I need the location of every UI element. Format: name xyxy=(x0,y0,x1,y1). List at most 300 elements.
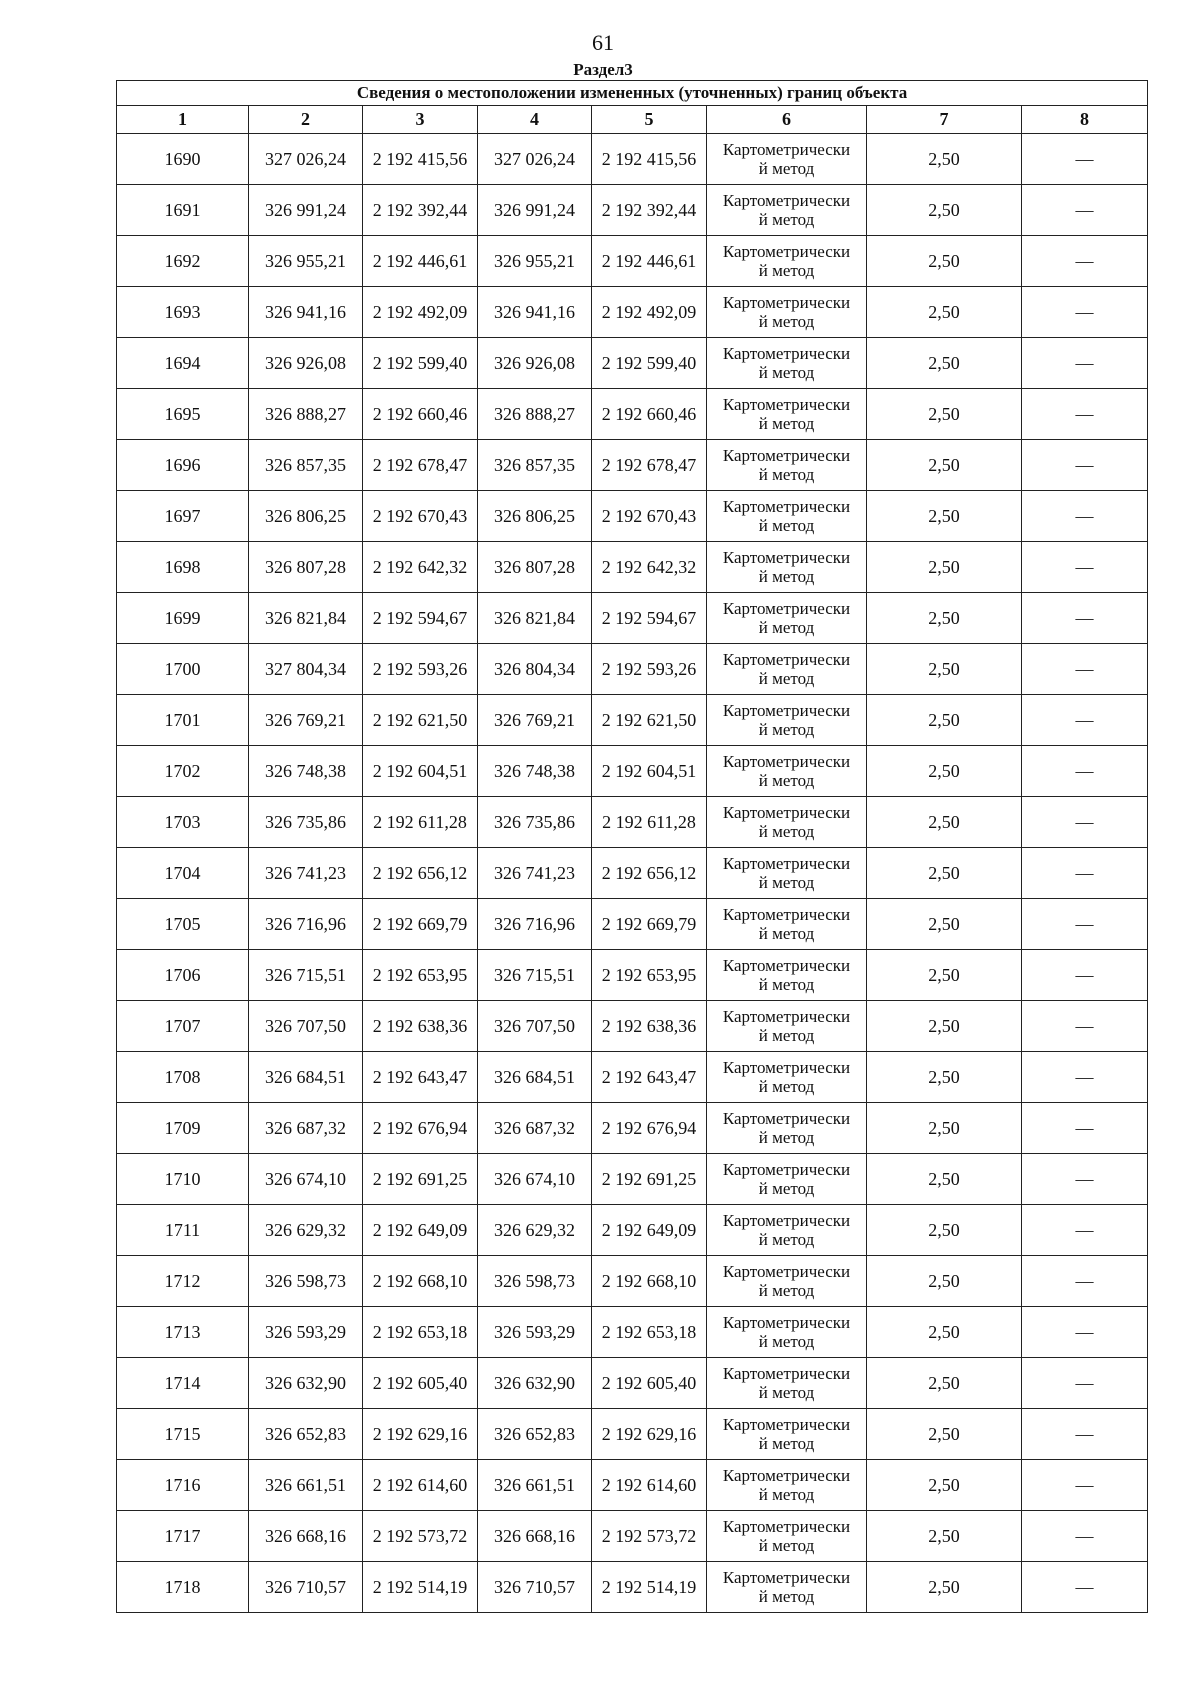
table-row xyxy=(117,134,1148,185)
method-line-1: Картометрически xyxy=(722,905,851,924)
point-number-cell: 1704 xyxy=(117,848,249,899)
table-row xyxy=(117,236,1148,287)
y-new-cell: 2 192 573,72 xyxy=(592,1511,707,1562)
accuracy-cell: 2,50 xyxy=(867,1205,1022,1256)
x-old-cell: 327 026,24 xyxy=(249,134,363,185)
y-new-cell: 2 192 594,67 xyxy=(592,593,707,644)
y-old-cell: 2 192 605,40 xyxy=(363,1358,478,1409)
method-line-2: й метод xyxy=(758,567,815,586)
method-cell xyxy=(707,593,867,644)
method-line-2: й метод xyxy=(758,312,815,331)
point-number-cell: 1705 xyxy=(117,899,249,950)
y-old-cell: 2 192 669,79 xyxy=(363,899,478,950)
x-old-cell: 326 598,73 xyxy=(249,1256,363,1307)
method-line-2: й метод xyxy=(758,1230,815,1249)
x-new-cell: 326 632,90 xyxy=(478,1358,592,1409)
accuracy-cell: 2,50 xyxy=(867,1154,1022,1205)
x-new-cell: 326 716,96 xyxy=(478,899,592,950)
x-new-cell: 326 804,34 xyxy=(478,644,592,695)
x-new-cell: 326 710,57 xyxy=(478,1562,592,1613)
table-row xyxy=(117,440,1148,491)
column-header: 1 xyxy=(117,106,249,134)
table-row xyxy=(117,797,1148,848)
method-line-1: Картометрически xyxy=(722,1568,851,1587)
point-number-cell: 1696 xyxy=(117,440,249,491)
accuracy-cell: 2,50 xyxy=(867,1460,1022,1511)
x-new-cell: 326 926,08 xyxy=(478,338,592,389)
method-cell xyxy=(707,1052,867,1103)
y-new-cell: 2 192 649,09 xyxy=(592,1205,707,1256)
x-old-cell: 327 804,34 xyxy=(249,644,363,695)
point-number-cell: 1707 xyxy=(117,1001,249,1052)
x-old-cell: 326 716,96 xyxy=(249,899,363,950)
y-old-cell: 2 192 594,67 xyxy=(363,593,478,644)
table-row xyxy=(117,848,1148,899)
method-cell xyxy=(707,542,867,593)
method-line-2: й метод xyxy=(758,414,815,433)
method-line-1: Картометрически xyxy=(722,1364,851,1383)
method-line-1: Картометрически xyxy=(722,803,851,822)
method-line-1: Картометрически xyxy=(722,752,851,771)
y-old-cell: 2 192 593,26 xyxy=(363,644,478,695)
x-old-cell: 326 707,50 xyxy=(249,1001,363,1052)
method-cell xyxy=(707,338,867,389)
point-number-cell: 1715 xyxy=(117,1409,249,1460)
x-new-cell: 326 955,21 xyxy=(478,236,592,287)
description-cell: — xyxy=(1022,185,1148,236)
description-cell: — xyxy=(1022,1103,1148,1154)
x-new-cell: 326 674,10 xyxy=(478,1154,592,1205)
point-number-cell: 1699 xyxy=(117,593,249,644)
point-number-cell: 1690 xyxy=(117,134,249,185)
method-cell xyxy=(707,1511,867,1562)
method-line-2: й метод xyxy=(758,516,815,535)
description-cell: — xyxy=(1022,593,1148,644)
method-line-2: й метод xyxy=(758,1332,815,1351)
point-number-cell: 1694 xyxy=(117,338,249,389)
y-new-cell: 2 192 605,40 xyxy=(592,1358,707,1409)
y-old-cell: 2 192 660,46 xyxy=(363,389,478,440)
method-line-1: Картометрически xyxy=(722,293,851,312)
table-row xyxy=(117,1511,1148,1562)
method-line-2: й метод xyxy=(758,1485,815,1504)
method-line-1: Картометрически xyxy=(722,1466,851,1485)
accuracy-cell: 2,50 xyxy=(867,899,1022,950)
page-number: 61 xyxy=(592,30,614,55)
table-row xyxy=(117,644,1148,695)
method-line-1: Картометрически xyxy=(722,1262,851,1281)
y-new-cell: 2 192 599,40 xyxy=(592,338,707,389)
y-old-cell: 2 192 446,61 xyxy=(363,236,478,287)
method-line-2: й метод xyxy=(758,1026,815,1045)
table-body xyxy=(117,134,1148,1613)
method-cell xyxy=(707,440,867,491)
method-line-2: й метод xyxy=(758,1434,815,1453)
accuracy-cell: 2,50 xyxy=(867,338,1022,389)
description-cell: — xyxy=(1022,134,1148,185)
table-row xyxy=(117,1001,1148,1052)
table-row xyxy=(117,695,1148,746)
x-new-cell: 326 769,21 xyxy=(478,695,592,746)
method-line-1: Картометрически xyxy=(722,701,851,720)
method-cell xyxy=(707,1409,867,1460)
y-old-cell: 2 192 611,28 xyxy=(363,797,478,848)
point-number-cell: 1702 xyxy=(117,746,249,797)
point-number-cell: 1714 xyxy=(117,1358,249,1409)
accuracy-cell: 2,50 xyxy=(867,1409,1022,1460)
table-row xyxy=(117,491,1148,542)
coordinates-table xyxy=(116,80,1148,1613)
method-line-1: Картометрически xyxy=(722,1109,851,1128)
y-old-cell: 2 192 392,44 xyxy=(363,185,478,236)
table-row xyxy=(117,542,1148,593)
y-new-cell: 2 192 668,10 xyxy=(592,1256,707,1307)
description-cell: — xyxy=(1022,1562,1148,1613)
x-new-cell: 326 629,32 xyxy=(478,1205,592,1256)
accuracy-cell: 2,50 xyxy=(867,1307,1022,1358)
description-cell: — xyxy=(1022,695,1148,746)
description-cell: — xyxy=(1022,848,1148,899)
y-old-cell: 2 192 415,56 xyxy=(363,134,478,185)
method-line-2: й метод xyxy=(758,1281,815,1300)
description-cell: — xyxy=(1022,1154,1148,1205)
method-line-2: й метод xyxy=(758,465,815,484)
y-old-cell: 2 192 653,18 xyxy=(363,1307,478,1358)
x-new-cell: 326 806,25 xyxy=(478,491,592,542)
accuracy-cell: 2,50 xyxy=(867,491,1022,542)
description-cell: — xyxy=(1022,1358,1148,1409)
column-header: 8 xyxy=(1022,106,1148,134)
point-number-cell: 1710 xyxy=(117,1154,249,1205)
table-row xyxy=(117,593,1148,644)
y-old-cell: 2 192 676,94 xyxy=(363,1103,478,1154)
y-old-cell: 2 192 492,09 xyxy=(363,287,478,338)
method-cell xyxy=(707,950,867,1001)
y-old-cell: 2 192 642,32 xyxy=(363,542,478,593)
method-line-1: Картометрически xyxy=(722,1058,851,1077)
y-new-cell: 2 192 660,46 xyxy=(592,389,707,440)
method-line-2: й метод xyxy=(758,669,815,688)
method-line-1: Картометрически xyxy=(722,599,851,618)
description-cell: — xyxy=(1022,644,1148,695)
column-header: 5 xyxy=(592,106,707,134)
point-number-cell: 1716 xyxy=(117,1460,249,1511)
method-cell xyxy=(707,1562,867,1613)
column-header: 2 xyxy=(249,106,363,134)
method-cell xyxy=(707,1205,867,1256)
y-new-cell: 2 192 638,36 xyxy=(592,1001,707,1052)
x-old-cell: 326 687,32 xyxy=(249,1103,363,1154)
x-old-cell: 326 857,35 xyxy=(249,440,363,491)
table-row xyxy=(117,1103,1148,1154)
method-line-1: Картометрически xyxy=(722,395,851,414)
x-new-cell: 326 598,73 xyxy=(478,1256,592,1307)
method-line-2: й метод xyxy=(758,618,815,637)
y-old-cell: 2 192 649,09 xyxy=(363,1205,478,1256)
x-new-cell: 326 821,84 xyxy=(478,593,592,644)
method-cell xyxy=(707,236,867,287)
accuracy-cell: 2,50 xyxy=(867,185,1022,236)
method-line-2: й метод xyxy=(758,822,815,841)
method-cell xyxy=(707,644,867,695)
description-cell: — xyxy=(1022,1511,1148,1562)
y-new-cell: 2 192 653,18 xyxy=(592,1307,707,1358)
method-line-1: Картометрически xyxy=(722,446,851,465)
x-old-cell: 326 807,28 xyxy=(249,542,363,593)
accuracy-cell: 2,50 xyxy=(867,1103,1022,1154)
table-row xyxy=(117,185,1148,236)
accuracy-cell: 2,50 xyxy=(867,746,1022,797)
description-cell: — xyxy=(1022,236,1148,287)
y-new-cell: 2 192 670,43 xyxy=(592,491,707,542)
accuracy-cell: 2,50 xyxy=(867,1358,1022,1409)
table-row xyxy=(117,389,1148,440)
method-cell xyxy=(707,1307,867,1358)
x-old-cell: 326 821,84 xyxy=(249,593,363,644)
x-old-cell: 326 661,51 xyxy=(249,1460,363,1511)
x-old-cell: 326 715,51 xyxy=(249,950,363,1001)
description-cell: — xyxy=(1022,950,1148,1001)
y-old-cell: 2 192 573,72 xyxy=(363,1511,478,1562)
method-cell xyxy=(707,134,867,185)
method-line-1: Картометрически xyxy=(722,854,851,873)
x-old-cell: 326 674,10 xyxy=(249,1154,363,1205)
y-old-cell: 2 192 653,95 xyxy=(363,950,478,1001)
method-line-2: й метод xyxy=(758,159,815,178)
y-old-cell: 2 192 668,10 xyxy=(363,1256,478,1307)
accuracy-cell: 2,50 xyxy=(867,389,1022,440)
method-cell xyxy=(707,185,867,236)
point-number-cell: 1700 xyxy=(117,644,249,695)
y-new-cell: 2 192 392,44 xyxy=(592,185,707,236)
x-old-cell: 326 735,86 xyxy=(249,797,363,848)
description-cell: — xyxy=(1022,1052,1148,1103)
point-number-cell: 1693 xyxy=(117,287,249,338)
method-cell xyxy=(707,1256,867,1307)
x-new-cell: 326 888,27 xyxy=(478,389,592,440)
method-line-1: Картометрически xyxy=(722,1160,851,1179)
table-row xyxy=(117,1256,1148,1307)
x-new-cell: 326 807,28 xyxy=(478,542,592,593)
accuracy-cell: 2,50 xyxy=(867,134,1022,185)
description-cell: — xyxy=(1022,1001,1148,1052)
table-row xyxy=(117,899,1148,950)
method-cell xyxy=(707,1001,867,1052)
method-cell xyxy=(707,1460,867,1511)
x-old-cell: 326 888,27 xyxy=(249,389,363,440)
table-row xyxy=(117,1307,1148,1358)
column-header: 6 xyxy=(707,106,867,134)
point-number-cell: 1703 xyxy=(117,797,249,848)
method-cell xyxy=(707,746,867,797)
description-cell: — xyxy=(1022,542,1148,593)
y-new-cell: 2 192 514,19 xyxy=(592,1562,707,1613)
point-number-cell: 1697 xyxy=(117,491,249,542)
method-line-2: й метод xyxy=(758,1383,815,1402)
method-cell xyxy=(707,848,867,899)
method-line-1: Картометрически xyxy=(722,1415,851,1434)
y-old-cell: 2 192 678,47 xyxy=(363,440,478,491)
y-new-cell: 2 192 611,28 xyxy=(592,797,707,848)
y-new-cell: 2 192 492,09 xyxy=(592,287,707,338)
y-new-cell: 2 192 643,47 xyxy=(592,1052,707,1103)
y-new-cell: 2 192 593,26 xyxy=(592,644,707,695)
method-line-2: й метод xyxy=(758,1179,815,1198)
y-new-cell: 2 192 676,94 xyxy=(592,1103,707,1154)
y-new-cell: 2 192 621,50 xyxy=(592,695,707,746)
method-line-2: й метод xyxy=(758,873,815,892)
method-line-2: й метод xyxy=(758,975,815,994)
accuracy-cell: 2,50 xyxy=(867,1256,1022,1307)
x-new-cell: 326 715,51 xyxy=(478,950,592,1001)
accuracy-cell: 2,50 xyxy=(867,1562,1022,1613)
description-cell: — xyxy=(1022,1256,1148,1307)
x-old-cell: 326 926,08 xyxy=(249,338,363,389)
point-number-cell: 1695 xyxy=(117,389,249,440)
method-cell xyxy=(707,1103,867,1154)
x-new-cell: 326 661,51 xyxy=(478,1460,592,1511)
column-header: 7 xyxy=(867,106,1022,134)
x-old-cell: 326 629,32 xyxy=(249,1205,363,1256)
method-line-1: Картометрически xyxy=(722,1007,851,1026)
table-row xyxy=(117,1562,1148,1613)
accuracy-cell: 2,50 xyxy=(867,287,1022,338)
y-old-cell: 2 192 604,51 xyxy=(363,746,478,797)
description-cell: — xyxy=(1022,1460,1148,1511)
table-row xyxy=(117,1205,1148,1256)
y-new-cell: 2 192 678,47 xyxy=(592,440,707,491)
y-new-cell: 2 192 604,51 xyxy=(592,746,707,797)
accuracy-cell: 2,50 xyxy=(867,797,1022,848)
x-old-cell: 326 593,29 xyxy=(249,1307,363,1358)
table-row xyxy=(117,1409,1148,1460)
x-old-cell: 326 741,23 xyxy=(249,848,363,899)
point-number-cell: 1692 xyxy=(117,236,249,287)
method-cell xyxy=(707,1154,867,1205)
method-cell xyxy=(707,491,867,542)
y-old-cell: 2 192 621,50 xyxy=(363,695,478,746)
x-old-cell: 326 652,83 xyxy=(249,1409,363,1460)
method-line-2: й метод xyxy=(758,771,815,790)
y-old-cell: 2 192 599,40 xyxy=(363,338,478,389)
method-line-2: й метод xyxy=(758,1128,815,1147)
table-row xyxy=(117,746,1148,797)
method-line-1: Картометрически xyxy=(722,191,851,210)
x-new-cell: 326 687,32 xyxy=(478,1103,592,1154)
x-old-cell: 326 668,16 xyxy=(249,1511,363,1562)
method-cell xyxy=(707,389,867,440)
table-row xyxy=(117,1358,1148,1409)
x-new-cell: 326 748,38 xyxy=(478,746,592,797)
method-line-1: Картометрически xyxy=(722,344,851,363)
method-line-1: Картометрически xyxy=(722,242,851,261)
accuracy-cell: 2,50 xyxy=(867,593,1022,644)
method-line-2: й метод xyxy=(758,363,815,382)
x-old-cell: 326 710,57 xyxy=(249,1562,363,1613)
method-line-1: Картометрически xyxy=(722,1313,851,1332)
x-old-cell: 326 632,90 xyxy=(249,1358,363,1409)
accuracy-cell: 2,50 xyxy=(867,1052,1022,1103)
y-old-cell: 2 192 629,16 xyxy=(363,1409,478,1460)
accuracy-cell: 2,50 xyxy=(867,440,1022,491)
section-title: Раздел3 xyxy=(573,60,633,79)
description-cell: — xyxy=(1022,899,1148,950)
description-cell: — xyxy=(1022,491,1148,542)
method-cell xyxy=(707,797,867,848)
y-new-cell: 2 192 653,95 xyxy=(592,950,707,1001)
description-cell: — xyxy=(1022,440,1148,491)
accuracy-cell: 2,50 xyxy=(867,695,1022,746)
x-new-cell: 326 668,16 xyxy=(478,1511,592,1562)
accuracy-cell: 2,50 xyxy=(867,236,1022,287)
y-new-cell: 2 192 415,56 xyxy=(592,134,707,185)
accuracy-cell: 2,50 xyxy=(867,1511,1022,1562)
y-old-cell: 2 192 691,25 xyxy=(363,1154,478,1205)
x-new-cell: 326 593,29 xyxy=(478,1307,592,1358)
method-line-2: й метод xyxy=(758,1587,815,1606)
x-old-cell: 326 684,51 xyxy=(249,1052,363,1103)
accuracy-cell: 2,50 xyxy=(867,542,1022,593)
method-line-2: й метод xyxy=(758,924,815,943)
table-row xyxy=(117,338,1148,389)
table-row xyxy=(117,1154,1148,1205)
x-new-cell: 326 735,86 xyxy=(478,797,592,848)
y-new-cell: 2 192 656,12 xyxy=(592,848,707,899)
x-old-cell: 326 991,24 xyxy=(249,185,363,236)
x-new-cell: 326 991,24 xyxy=(478,185,592,236)
description-cell: — xyxy=(1022,1409,1148,1460)
description-cell: — xyxy=(1022,746,1148,797)
description-cell: — xyxy=(1022,338,1148,389)
x-old-cell: 326 941,16 xyxy=(249,287,363,338)
accuracy-cell: 2,50 xyxy=(867,950,1022,1001)
point-number-cell: 1701 xyxy=(117,695,249,746)
x-new-cell: 326 941,16 xyxy=(478,287,592,338)
y-new-cell: 2 192 642,32 xyxy=(592,542,707,593)
point-number-cell: 1711 xyxy=(117,1205,249,1256)
y-new-cell: 2 192 629,16 xyxy=(592,1409,707,1460)
y-new-cell: 2 192 446,61 xyxy=(592,236,707,287)
method-cell xyxy=(707,287,867,338)
point-number-cell: 1718 xyxy=(117,1562,249,1613)
x-old-cell: 326 806,25 xyxy=(249,491,363,542)
method-line-1: Картометрически xyxy=(722,650,851,669)
table-caption: Сведения о местоположении измененных (уточненных) границ объекта xyxy=(117,81,1148,106)
point-number-cell: 1717 xyxy=(117,1511,249,1562)
method-line-1: Картометрически xyxy=(722,1517,851,1536)
description-cell: — xyxy=(1022,797,1148,848)
x-new-cell: 326 857,35 xyxy=(478,440,592,491)
column-header: 4 xyxy=(478,106,592,134)
x-new-cell: 326 652,83 xyxy=(478,1409,592,1460)
point-number-cell: 1708 xyxy=(117,1052,249,1103)
point-number-cell: 1706 xyxy=(117,950,249,1001)
point-number-cell: 1691 xyxy=(117,185,249,236)
method-cell xyxy=(707,1358,867,1409)
method-line-2: й метод xyxy=(758,210,815,229)
description-cell: — xyxy=(1022,1307,1148,1358)
method-line-2: й метод xyxy=(758,720,815,739)
y-old-cell: 2 192 670,43 xyxy=(363,491,478,542)
point-number-cell: 1712 xyxy=(117,1256,249,1307)
method-line-1: Картометрически xyxy=(722,497,851,516)
column-header: 3 xyxy=(363,106,478,134)
x-new-cell: 327 026,24 xyxy=(478,134,592,185)
y-new-cell: 2 192 614,60 xyxy=(592,1460,707,1511)
x-old-cell: 326 748,38 xyxy=(249,746,363,797)
description-cell: — xyxy=(1022,287,1148,338)
method-line-1: Картометрически xyxy=(722,1211,851,1230)
